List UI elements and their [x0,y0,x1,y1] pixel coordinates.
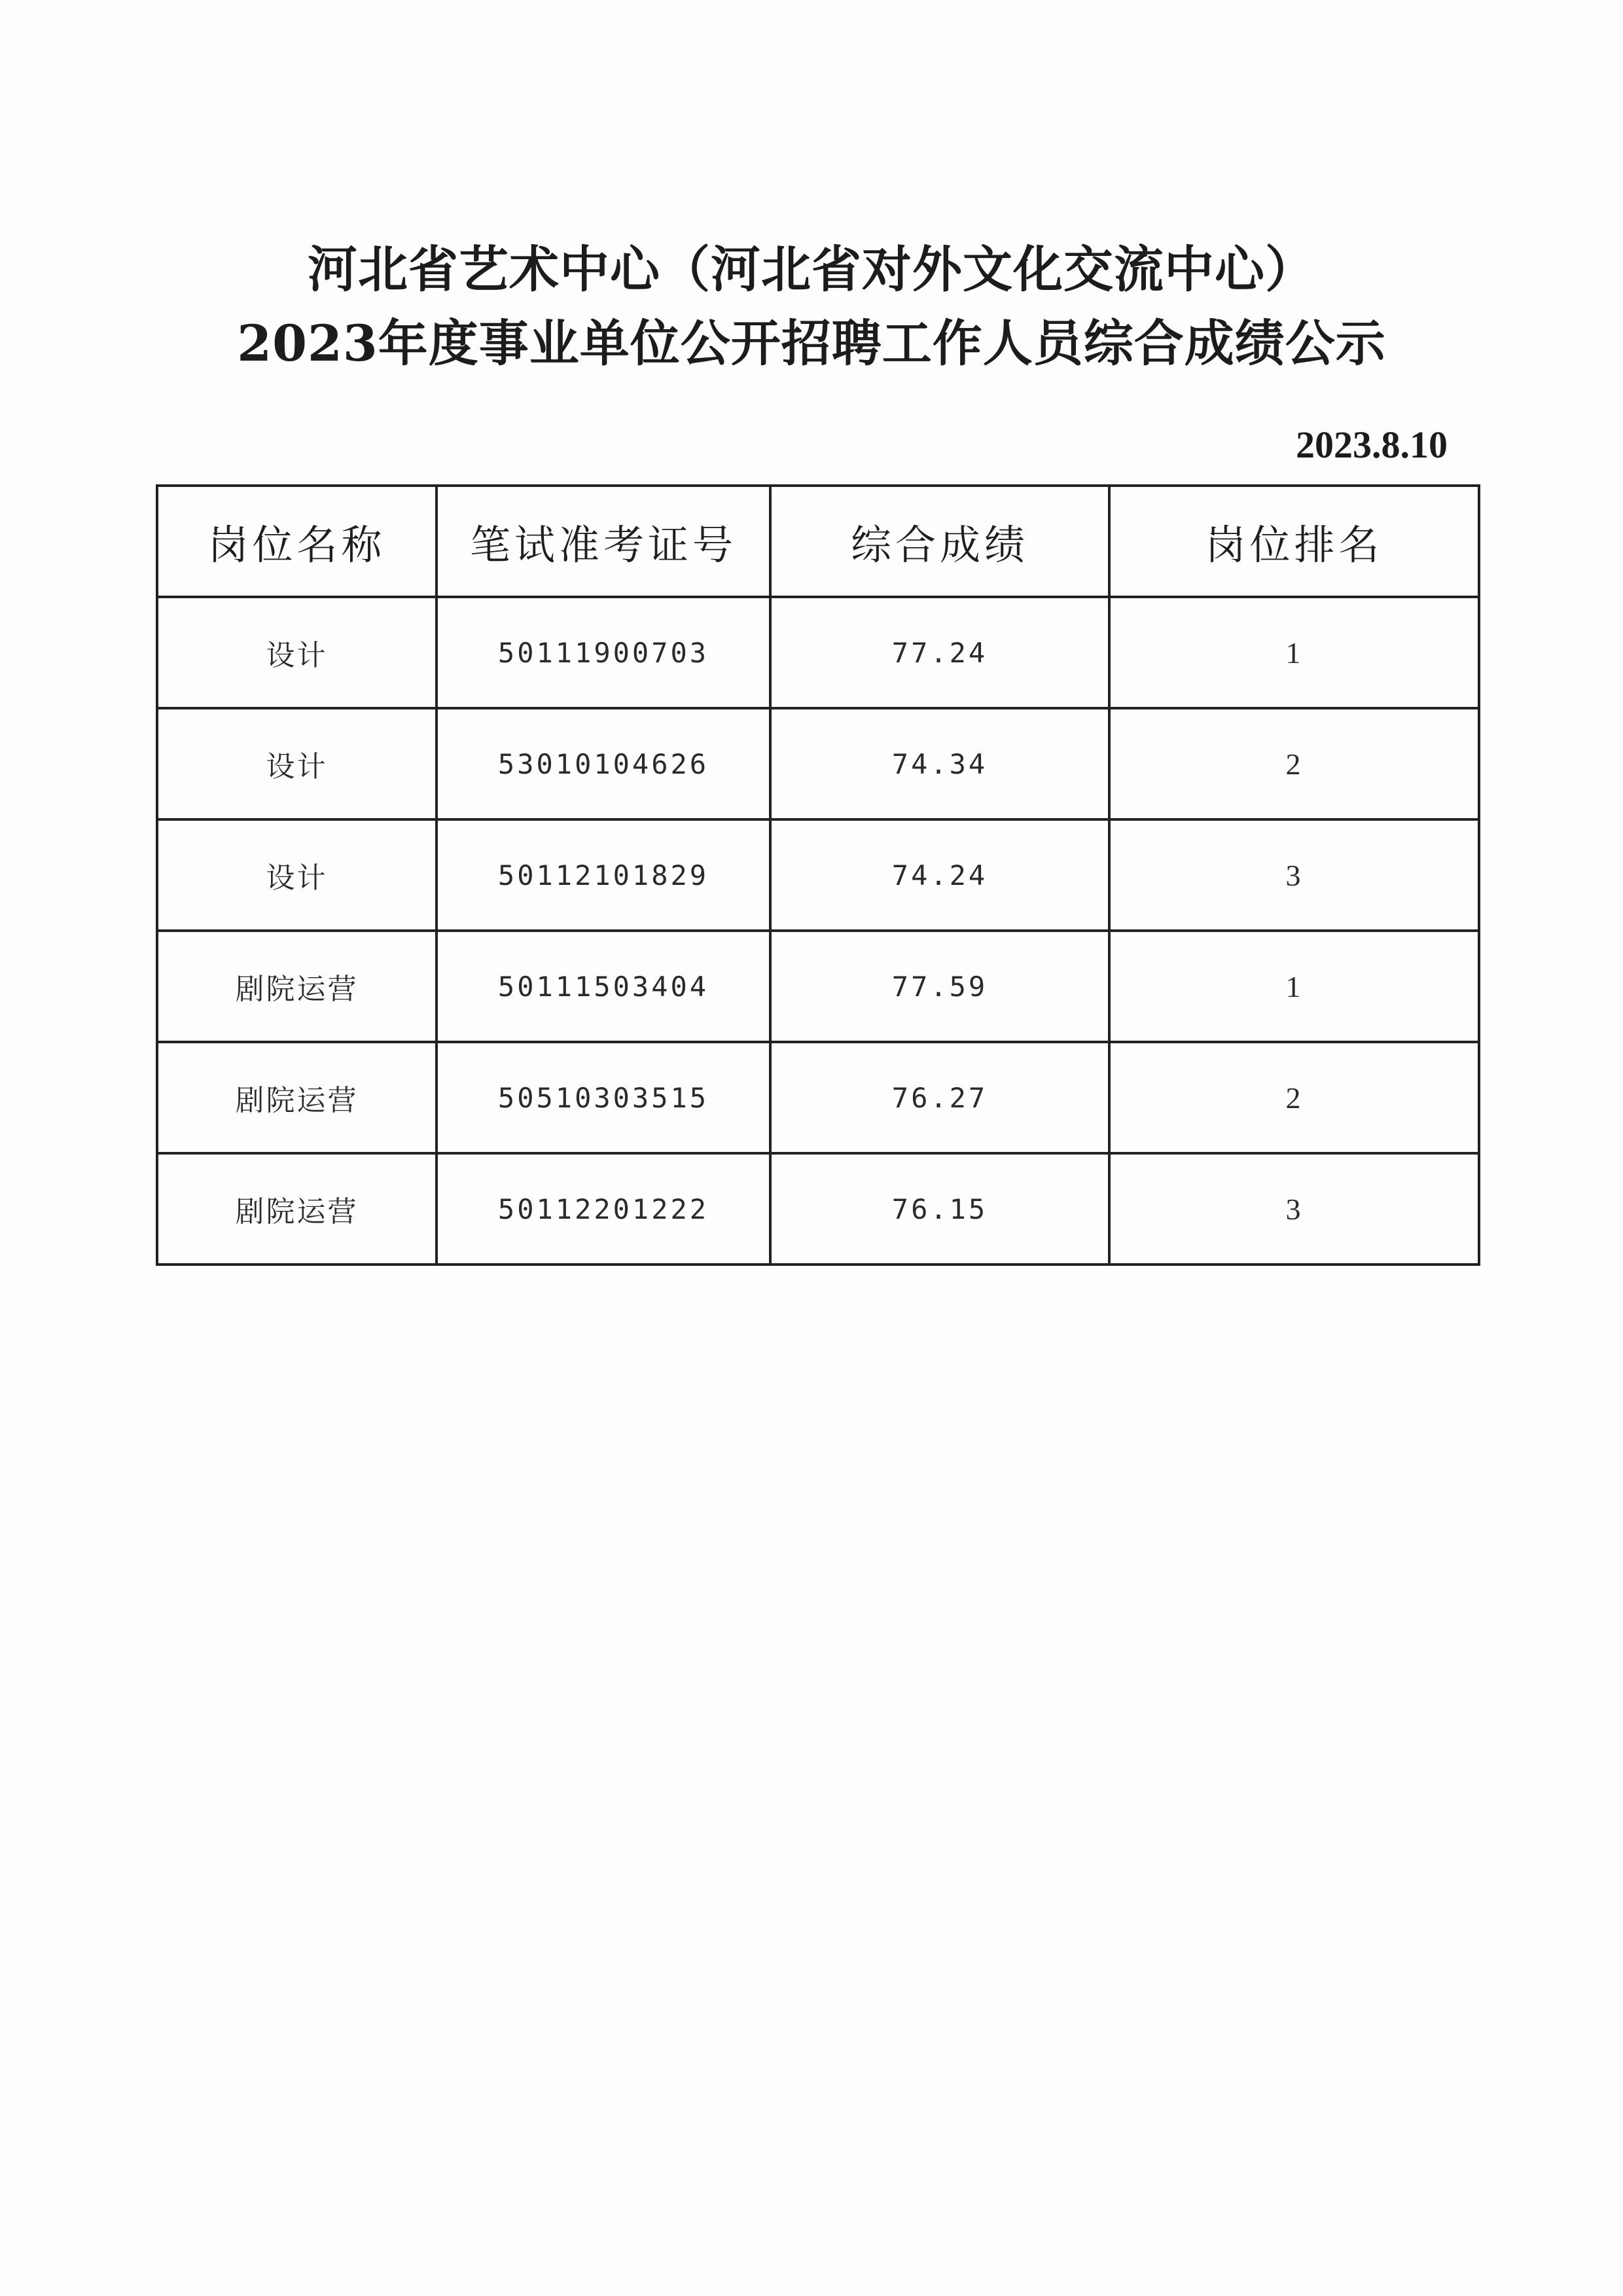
cell-rank: 3 [1109,819,1479,931]
header-rank: 岗位排名 [1109,486,1479,597]
cell-score: 74.34 [770,708,1109,819]
cell-rank: 2 [1109,1042,1479,1153]
cell-position: 剧院运营 [157,931,437,1042]
cell-rank: 2 [1109,708,1479,819]
table-row [157,1153,1479,1265]
cell-exam-id: 50112101829 [437,819,770,931]
publish-date: 2023.8.10 [1296,423,1448,466]
cell-exam-id: 50111503404 [437,931,770,1042]
cell-score: 77.59 [770,931,1109,1042]
table-row [157,708,1479,819]
table-header-row [157,486,1479,597]
page-title-line-1: 河北省艺术中心（河北省对外文化交流中心） [308,240,1315,298]
cell-score: 77.24 [770,597,1109,708]
cell-score: 74.24 [770,819,1109,931]
table-row [157,1042,1479,1153]
cell-exam-id: 50510303515 [437,1042,770,1153]
table-row [157,597,1479,708]
cell-score: 76.15 [770,1153,1109,1265]
cell-rank: 1 [1109,931,1479,1042]
cell-position: 设计 [157,597,437,708]
cell-position: 设计 [157,819,437,931]
cell-score: 76.27 [770,1042,1109,1153]
score-table [156,484,1480,1266]
cell-position: 剧院运营 [157,1153,437,1265]
cell-exam-id: 50111900703 [437,597,770,708]
cell-exam-id: 50112201222 [437,1153,770,1265]
cell-exam-id: 53010104626 [437,708,770,819]
cell-position: 剧院运营 [157,1042,437,1153]
table-row [157,931,1479,1042]
cell-rank: 3 [1109,1153,1479,1265]
page-title-line-2: 2023年度事业单位公开招聘工作人员综合成绩公示 [237,314,1386,372]
table-row [157,819,1479,931]
cell-position: 设计 [157,708,437,819]
header-position: 岗位名称 [157,486,437,597]
cell-rank: 1 [1109,597,1479,708]
header-score: 综合成绩 [770,486,1109,597]
header-exam-id: 笔试准考证号 [437,486,770,597]
